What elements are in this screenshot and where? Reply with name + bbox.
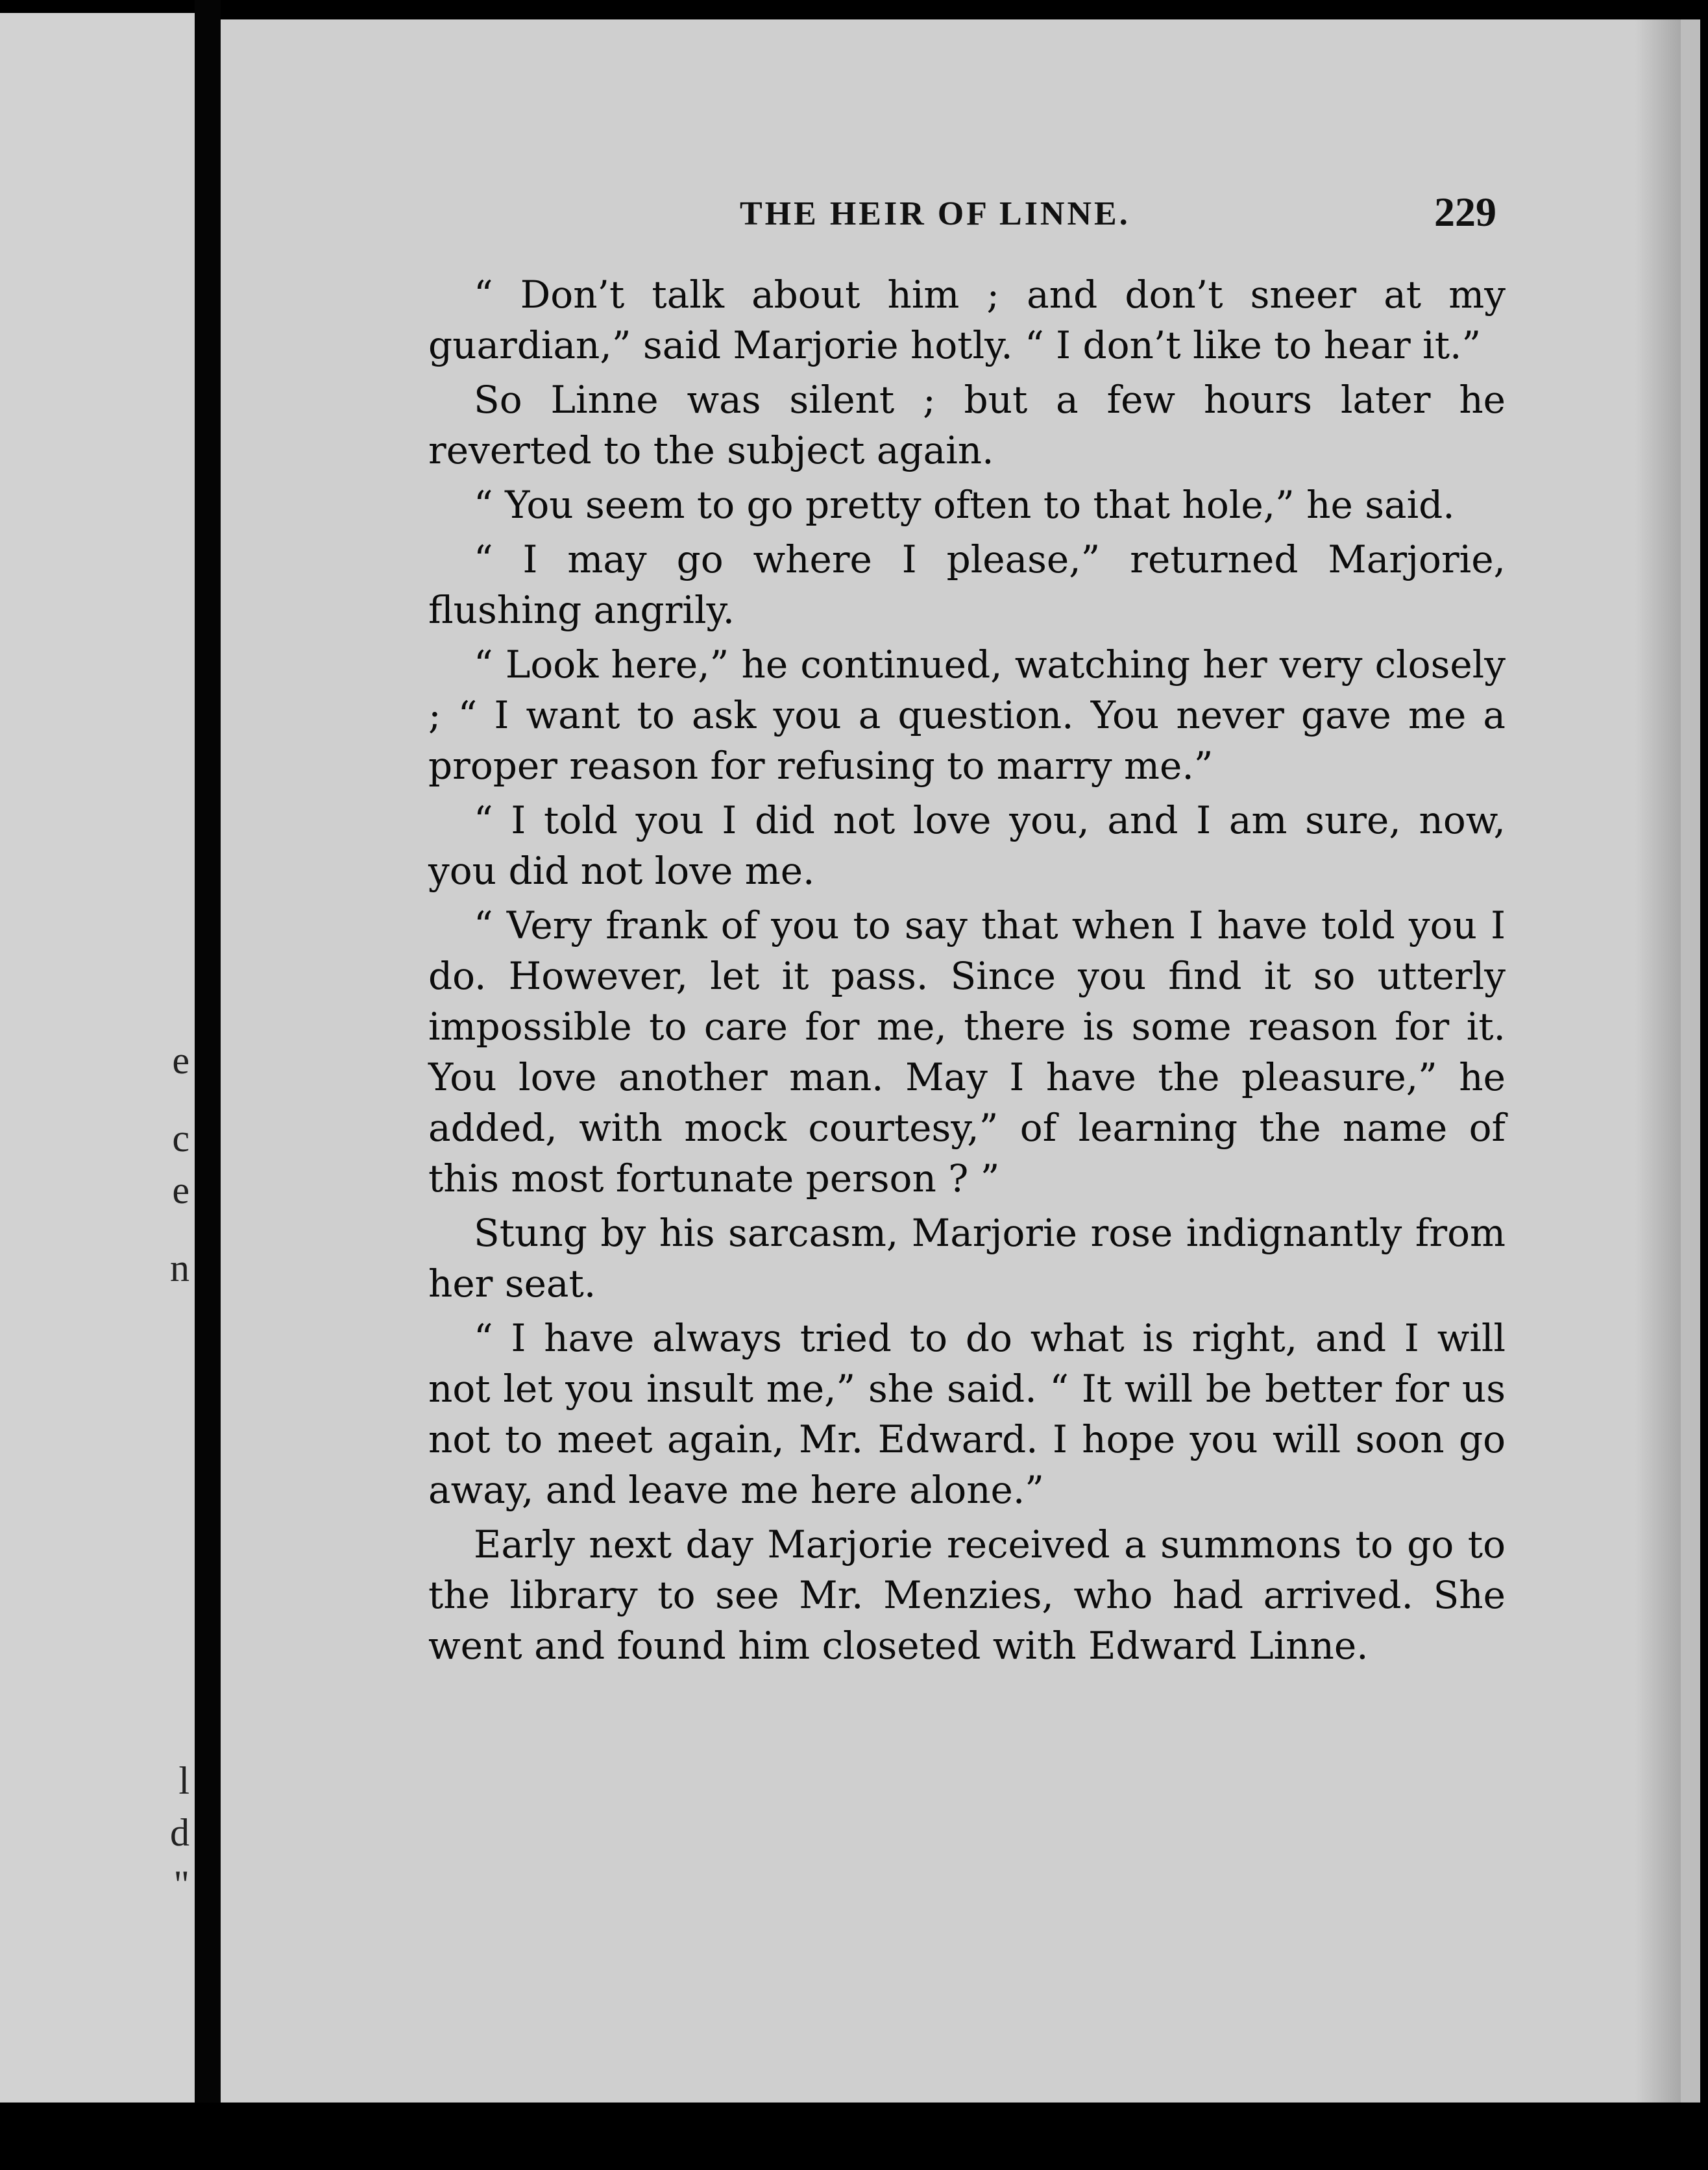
facing-page-fragment (0, 13, 195, 2103)
scan-border (0, 2103, 1708, 2170)
book-gutter (195, 0, 221, 2170)
edge-char: d (170, 1811, 189, 1854)
page-edge-shadow (1635, 19, 1681, 2103)
page-number: 229 (1434, 189, 1496, 235)
paragraph: “ I may go where I please,” returned Marjorie, flushing angrily. (428, 537, 1506, 632)
page-stack-edge (1681, 19, 1700, 2103)
paragraph: “ Look here,” he continued, watching her very closely ; “ I want to ask you a question. You never gave me a proper reason for refusing to marry me.” (428, 642, 1506, 788)
edge-char: n (170, 1247, 189, 1289)
edge-char: e (172, 1169, 189, 1212)
paragraph: “ Very frank of you to say that when I have told you I do. However, let it pass. Since you find it so utterly impossible to care for me, there is some reason for it. You love another man. May I have the pleasure,” he added, with mock courtesy,” of learning the name of this most fortunate person ? ” (428, 903, 1506, 1201)
paragraph: “ You seem to go pretty often to that hole,” he said. (474, 483, 1455, 527)
edge-char: " (173, 1863, 189, 1906)
paragraph: Stung by his sarcasm, Marjorie rose indignantly from her seat. (428, 1211, 1506, 1306)
edge-char: e (172, 1039, 189, 1082)
edge-char: c (172, 1117, 189, 1160)
running-head: THE HEIR OF LINNE. (740, 195, 1130, 232)
body-text (428, 269, 1506, 1671)
paragraph: “ Don’t talk about him ; and don’t sneer at my guardian,” said Marjorie hotly. “ I don’t like to hear it.” (428, 273, 1506, 367)
paragraph: “ I have always tried to do what is right, and I will not let you insult me,” she said. “ It will be better for us not to meet again, Mr. Edward. I hope you will soon go away, and leave me here alone.” (428, 1316, 1506, 1512)
paragraph: Early next day Marjorie received a summons to go to the library to see Mr. Menzies, who had arrived. She went and found him closeted with Edward Linne. (428, 1522, 1506, 1668)
edge-char: l (178, 1759, 189, 1802)
paragraph: “ I told you I did not love you, and I am sure, now, you did not love me. (428, 798, 1506, 893)
paragraph: So Linne was silent ; but a few hours later he reverted to the subject again. (428, 378, 1506, 472)
facing-page-edge-text (0, 13, 195, 2103)
book-page (221, 19, 1681, 2103)
